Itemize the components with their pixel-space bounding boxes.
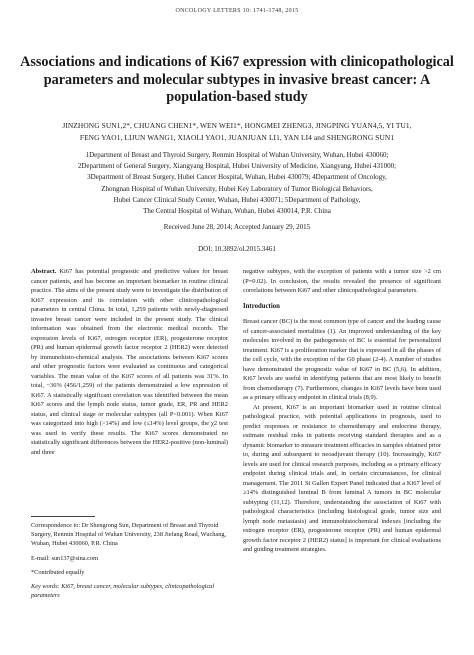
intro-paragraph: Breast cancer (BC) is the most common type of cancer and the leading cause of cancer-associated mortalities (1). An improved understanding of the key molecules involved in the pathogenesis of BC is essential for personalized treatment. Ki67 is a proliferation marker that is expressed in all the phases of the cell cycle, with the exception of the G0 phase (2-4). A number of studies have demonstrated the prognostic value of Ki67 in BC (5,6). In addition, Ki67 levels are useful in identifying patients that are most likely to benefit from chemotherapy (7). Furthermore, changes in Ki67 levels have been used as a primary efficacy endpoint in clinical trials (8,9). — [243, 318, 441, 401]
correspondence-note: Correspondence to: Dr Shengrong Sun, Department of Breast and Thyroid Surgery, Renmin Hospital of Wuhan University, 238 Jiefang Road, Wuchang, Wuhan, Hubei 430060, P.R. China — [31, 522, 227, 548]
abstract-continued: negative subtypes, with the exception of patients with a tumor size >2 cm (P=0.02). In conclusion, the results revealed the presence of significant correlations between Ki67 and other clinicopathological parameters. — [243, 268, 441, 294]
affiliation-line: Zhongnan Hospital of Wuhan University, Hubei Key Laboratory of Tumor Biological Behaviors, — [101, 184, 373, 193]
abstract-text: Ki67 has potential prognostic and predictive values for breast cancer patients, and has become an important biomarker in routine clinical practice. The aims of the present study were to investigate the distribution of Ki67 expression and its correlation with other clinicopathological parameters in central China. In total, 1,259 patients with newly-diagnosed invasive breast cancer were included in the present study. The clinical information was obtained from the electronic medical records. The expression levels of Ki67, estrogen receptor (ER), progesterone receptor (PR) and human epidermal growth factor receptor 2 (HER2) were detected by immunohisto-chemical analysis. The associations between Ki67 scores and other prognostic factors were evaluated as continuous and categorical variables. The mean value of the Ki67 scores of all patients was 31%. In total, ~36% (456/1,259) of the patients demonstrated a low expression of Ki67. A statistically significant correlation was identified between the mean Ki67 scores and the lymph node status, tumor grade, ER, PR and HER2 status, and clinical stage or molecular subtypes (all P<0.001). When Ki67 was categorized into high (>14%) and low (≤14%) level groups, the χ2 test was used to verify these results. The Ki67 scores demonstrated no statistically significant differences between the HER2-positive (non-luminal) and three — [31, 268, 228, 456]
author-line: JINZHONG SUN1,2*, CHUANG CHEN1*, WEN WEI1*, HONGMEI ZHENG3, JINGPING YUAN4,5, YI TU1, — [62, 121, 412, 130]
keywords-note: Key words: Ki67, breast cancer, molecular subtypes, clinicopathological parameters — [31, 583, 215, 600]
journal-header: ONCOLOGY LETTERS 10: 1741-1748, 2015 — [175, 8, 299, 14]
footnote-divider — [31, 516, 95, 517]
right-column — [243, 267, 441, 555]
submission-dates: Received June 28, 2014; Accepted January 29, 2015 — [163, 223, 311, 231]
abstract-label: Abstract. — [31, 268, 57, 275]
affiliation-line: The Central Hospital of Wuhan, Wuhan, Hubei 430014, P.R. China — [143, 207, 331, 216]
footnotes — [31, 521, 228, 605]
section-heading-introduction: Introduction — [243, 302, 280, 310]
abstract — [31, 267, 228, 457]
article-title: Associations and indications of Ki67 expression with clinicopathological parameters and molecular subtypes in invasive breast cancer: A population-based study — [20, 54, 454, 105]
affiliations — [20, 150, 454, 217]
doi-link[interactable]: DOI: 10.3892/ol.2015.3461 — [198, 245, 276, 253]
affiliation-line: 3Department of Breast Surgery, Hubei Cancer Hospital, Wuhan, Hubei 430079; 4Department of Oncology, — [87, 173, 387, 182]
author-list — [20, 120, 454, 143]
email-note[interactable]: E-mail: sun137@sina.com — [31, 554, 99, 562]
affiliation-line: Hubei Cancer Clinical Study Center, Wuhan, Hubei 430071; 5Department of Pathology, — [113, 195, 361, 204]
intro-paragraph: At present, Ki67 is an important biomarker used in routine clinical pathological practice, with potential applications in prognosis, used to predict responses or resistance to chemotherapy and endocrine therapy, estimate residual risks in patients receiving standard therapies and as a dynamic biomarker to measure treatment efficacies in samples obtained prior to, during and subsequent to neoadjuvant therapy (10). Increasingly, Ki67 levels are used for clinical research purposes, including as a primary efficacy endpoint during clinical trials and, in certain circumstances, for clinical management. The 2011 St Gallen Expert Panel indicated that a Ki67 level of ≥14% distinguished luminal B from luminal A tumors in BC molecular subtyping (11,12). Therefore, understanding the association of Ki67 with pathological characteristics (including histological grade, tumor size and lymph node metastasis) and immunohistochemical indexes [including the estrogen receptor (ER), progesterone receptor (PR) and human epidermal growth factor receptor 2 (HER2) status] is important for clinical evaluations and guiding treatment strategies. — [243, 403, 441, 553]
author-line: FENG YAO1, LIJUN WANG1, XIAOLI YAO1, JUANJUAN LI1, YAN LI4 and SHENGRONG SUN1 — [79, 132, 395, 142]
contributed-note: *Contributed equally — [31, 568, 85, 576]
affiliation-line: 2Department of General Surgery, Xiangyang Hospital, Hubei University of Medicine, Xiangyang, Hubei 431000; — [77, 162, 397, 171]
affiliation-line: 1Department of Breast and Thyroid Surgery, Renmin Hospital of Wuhan University, Wuhan, Hubei 430060; — [85, 151, 389, 159]
left-column — [31, 267, 228, 457]
